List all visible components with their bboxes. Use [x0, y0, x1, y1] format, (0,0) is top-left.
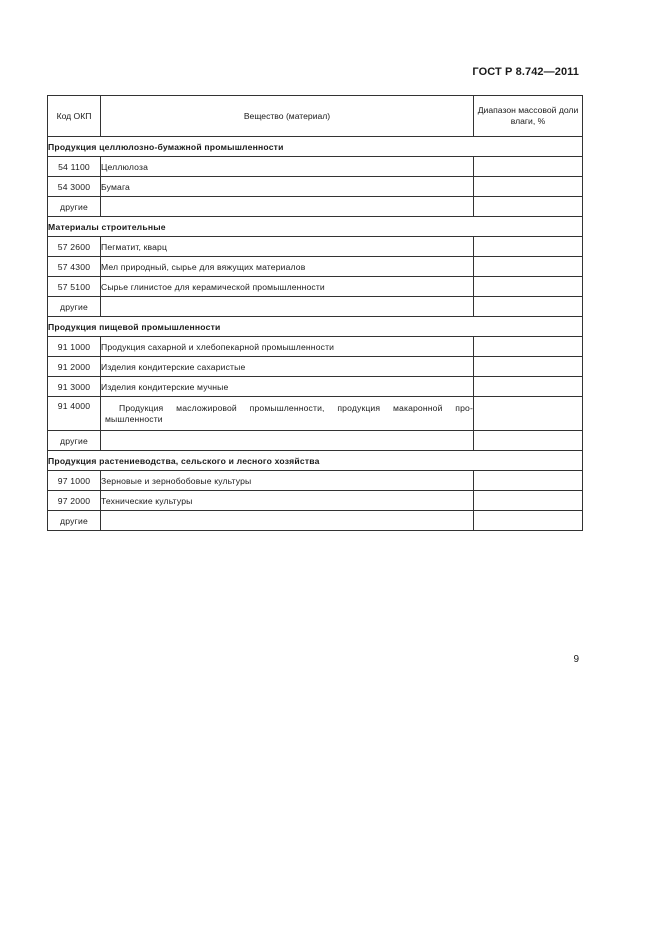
table-row — [48, 511, 583, 531]
row-code: 54 3000 — [48, 177, 101, 197]
table-row — [48, 471, 583, 491]
row-range — [474, 397, 583, 431]
row-name: Сырье глинистое для керамической промышленности — [101, 277, 474, 297]
row-range — [474, 177, 583, 197]
row-code: другие — [48, 197, 101, 217]
row-code: 91 4000 — [48, 397, 101, 431]
section-title: Материалы строительные — [48, 217, 583, 237]
row-code: 57 5100 — [48, 277, 101, 297]
table-row — [48, 397, 583, 431]
table-row — [48, 491, 583, 511]
row-code: 91 1000 — [48, 337, 101, 357]
row-name — [101, 511, 474, 531]
row-code: другие — [48, 297, 101, 317]
row-code: другие — [48, 431, 101, 451]
row-code: 91 2000 — [48, 357, 101, 377]
row-name: Целлюлоза — [101, 157, 474, 177]
row-range — [474, 471, 583, 491]
section-title: Продукция растениеводства, сельского и лесного хозяйства — [48, 451, 583, 471]
row-range — [474, 377, 583, 397]
table-row — [48, 197, 583, 217]
row-name: Зерновые и зернобобовые культуры — [101, 471, 474, 491]
table-row — [48, 377, 583, 397]
row-range — [474, 511, 583, 531]
table-row — [48, 257, 583, 277]
row-code: 91 3000 — [48, 377, 101, 397]
row-range — [474, 157, 583, 177]
table-row — [48, 237, 583, 257]
row-name — [101, 297, 474, 317]
table-row — [48, 177, 583, 197]
row-name: Продукция масложировой промышленности, продукция макаронной про-мышленности — [101, 397, 474, 431]
section-row — [48, 217, 583, 237]
table-row — [48, 357, 583, 377]
row-range — [474, 337, 583, 357]
section-row — [48, 137, 583, 157]
row-range — [474, 237, 583, 257]
row-name — [101, 197, 474, 217]
row-name: Изделия кондитерские мучные — [101, 377, 474, 397]
row-name: Пегматит, кварц — [101, 237, 474, 257]
table-header-row — [48, 96, 583, 137]
row-name: Технические культуры — [101, 491, 474, 511]
page-number: 9 — [573, 654, 579, 665]
document-code: ГОСТ Р 8.742—2011 — [472, 66, 579, 78]
row-code: 97 2000 — [48, 491, 101, 511]
section-row — [48, 451, 583, 471]
section-title: Продукция целлюлозно-бумажной промышленности — [48, 137, 583, 157]
column-header-code: Код ОКП — [48, 96, 101, 137]
moisture-range-table — [47, 95, 583, 531]
table-row — [48, 157, 583, 177]
row-range — [474, 491, 583, 511]
row-name: Мел природный, сырье для вяжущих материалов — [101, 257, 474, 277]
row-name: Бумага — [101, 177, 474, 197]
row-code: 97 1000 — [48, 471, 101, 491]
row-name — [101, 431, 474, 451]
row-range — [474, 197, 583, 217]
column-header-range: Диапазон массовой доли влаги, % — [474, 96, 583, 137]
row-code: 57 4300 — [48, 257, 101, 277]
table-row — [48, 337, 583, 357]
row-code: 57 2600 — [48, 237, 101, 257]
table-row — [48, 431, 583, 451]
row-range — [474, 297, 583, 317]
row-code: 54 1100 — [48, 157, 101, 177]
section-row — [48, 317, 583, 337]
row-range — [474, 357, 583, 377]
row-name: Продукция сахарной и хлебопекарной промышленности — [101, 337, 474, 357]
row-range — [474, 257, 583, 277]
column-header-substance: Вещество (материал) — [101, 96, 474, 137]
table-row — [48, 277, 583, 297]
row-name: Изделия кондитерские сахаристые — [101, 357, 474, 377]
row-range — [474, 277, 583, 297]
row-range — [474, 431, 583, 451]
row-code: другие — [48, 511, 101, 531]
table-row — [48, 297, 583, 317]
section-title: Продукция пищевой промышленности — [48, 317, 583, 337]
